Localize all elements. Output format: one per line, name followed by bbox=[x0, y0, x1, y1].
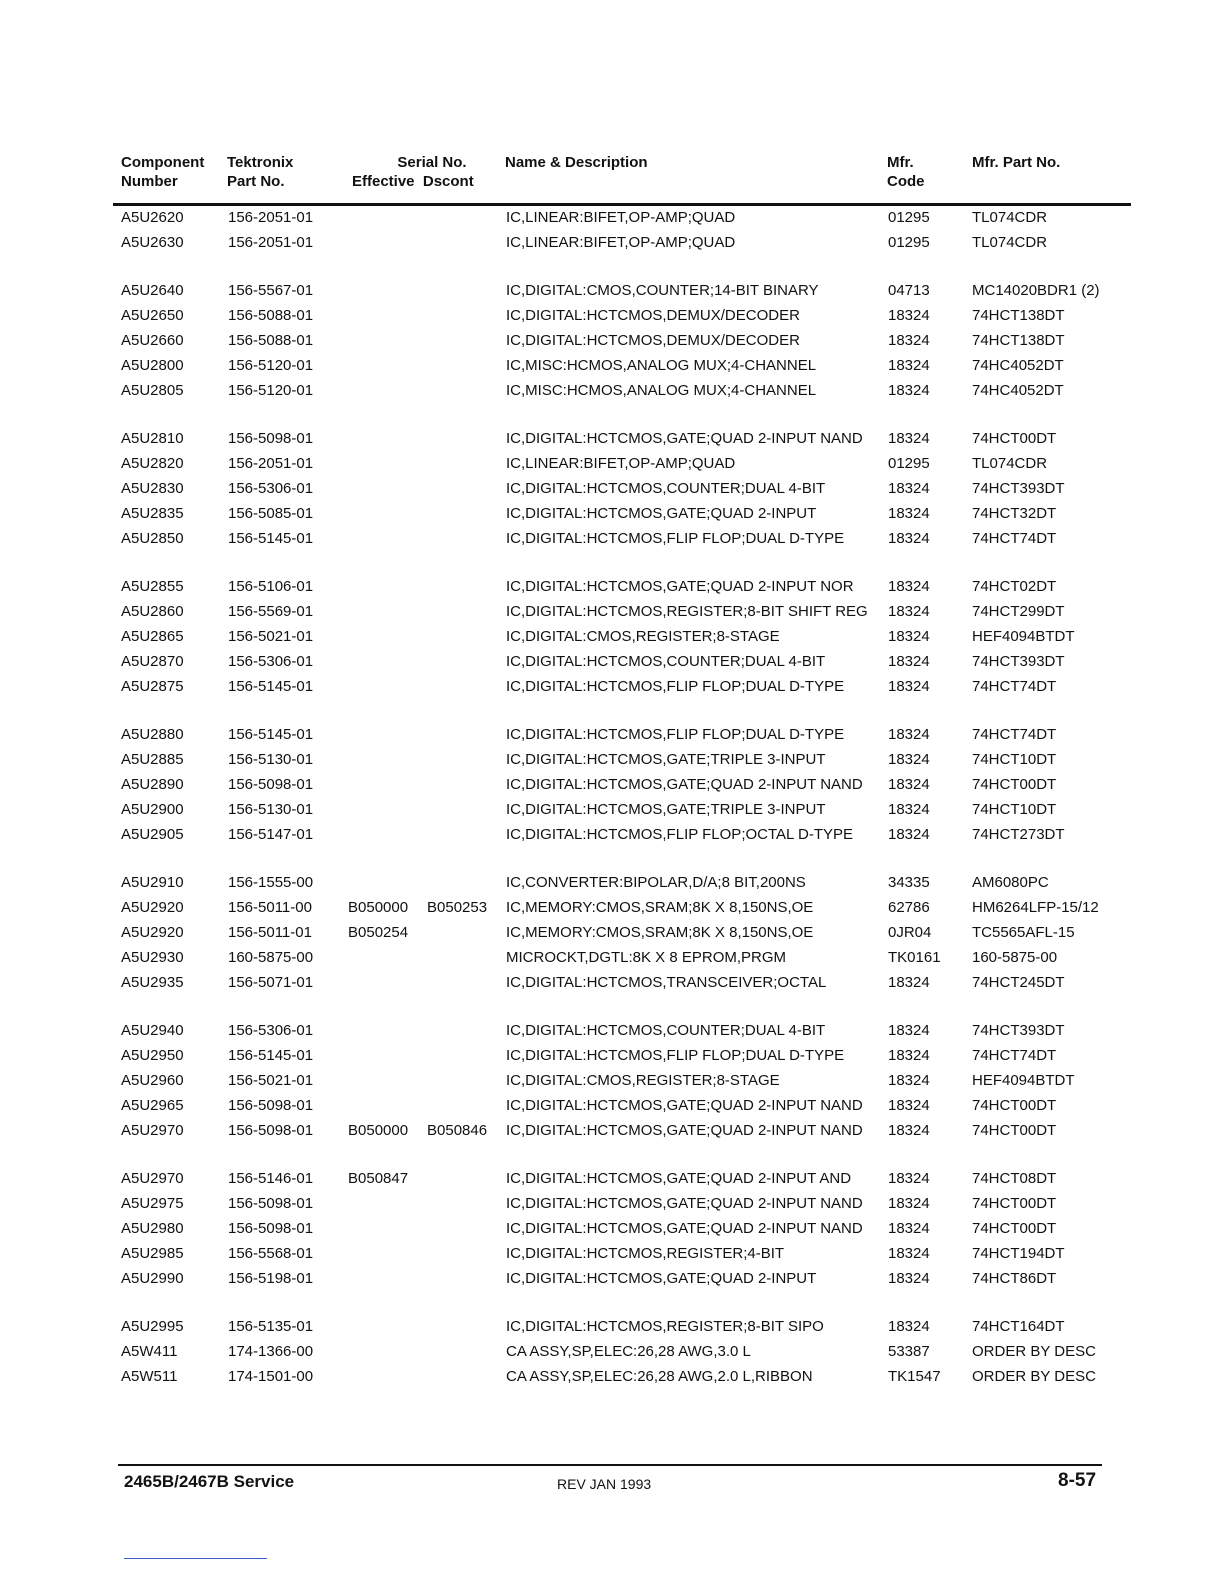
mfr-code-cell: 18324 bbox=[888, 1072, 930, 1089]
mfr-part-cell: 74HCT74DT bbox=[972, 678, 1057, 695]
mfr-part-cell: 74HCT194DT bbox=[972, 1245, 1065, 1262]
tektronix-part-cell: 156-5135-01 bbox=[228, 1318, 314, 1335]
name-description-cell: IC,DIGITAL:HCTCMOS,FLIP FLOP;DUAL D-TYPE bbox=[506, 530, 845, 547]
tektronix-part-cell: 156-5130-01 bbox=[228, 801, 314, 818]
mfr-part-cell: 74HCT86DT bbox=[972, 1270, 1057, 1287]
tektronix-part-cell: 156-5098-01 bbox=[228, 430, 314, 447]
name-description-cell: IC,DIGITAL:HCTCMOS,GATE;TRIPLE 3-INPUT bbox=[506, 751, 826, 768]
component-number-cell: A5U2975 bbox=[121, 1195, 184, 1212]
tektronix-part-cell: 156-5145-01 bbox=[228, 678, 314, 695]
mfr-code-cell: 18324 bbox=[888, 332, 930, 349]
serial-dscont-cell: B050846 bbox=[427, 1122, 488, 1139]
mfr-code-cell: 18324 bbox=[888, 430, 930, 447]
mfr-code-cell: 01295 bbox=[888, 234, 930, 251]
name-description-cell: IC,LINEAR:BIFET,OP-AMP;QUAD bbox=[506, 209, 736, 226]
mfr-code-cell: 18324 bbox=[888, 1022, 930, 1039]
mfr-part-cell: 74HCT74DT bbox=[972, 530, 1057, 547]
mfr-part-cell: 74HCT74DT bbox=[972, 1047, 1057, 1064]
table-row bbox=[121, 920, 1131, 945]
mfr-part-cell: TC5565AFL-15 bbox=[972, 924, 1075, 941]
table-row bbox=[121, 1068, 1131, 1093]
table-row bbox=[121, 945, 1131, 970]
table-row bbox=[121, 895, 1131, 920]
name-description-cell: IC,DIGITAL:HCTCMOS,REGISTER;8-BIT SHIFT REG bbox=[506, 603, 868, 620]
component-number-cell: A5U2855 bbox=[121, 578, 184, 595]
name-description-cell: IC,DIGITAL:HCTCMOS,FLIP FLOP;DUAL D-TYPE bbox=[506, 678, 845, 695]
name-description-cell: IC,CONVERTER:BIPOLAR,D/A;8 BIT,200NS bbox=[506, 874, 806, 891]
mfr-code-cell: TK0161 bbox=[888, 949, 941, 966]
tektronix-part-cell: 156-5145-01 bbox=[228, 726, 314, 743]
component-number-cell: A5U2660 bbox=[121, 332, 184, 349]
component-number-cell: A5U2970 bbox=[121, 1122, 184, 1139]
component-number-cell: A5U2835 bbox=[121, 505, 184, 522]
tektronix-part-cell: 156-5567-01 bbox=[228, 282, 314, 299]
component-number-cell: A5W511 bbox=[121, 1368, 178, 1385]
mfr-part-cell: 74HCT00DT bbox=[972, 430, 1057, 447]
component-number-cell: A5U2865 bbox=[121, 628, 184, 645]
header-tektronix-part-no: Tektronix Part No. bbox=[227, 154, 294, 190]
mfr-part-cell: 74HCT00DT bbox=[972, 1195, 1057, 1212]
name-description-cell: IC,DIGITAL:HCTCMOS,DEMUX/DECODER bbox=[506, 332, 800, 349]
component-number-cell: A5U2900 bbox=[121, 801, 184, 818]
name-description-cell: IC,DIGITAL:HCTCMOS,GATE;QUAD 2-INPUT NAND bbox=[506, 1195, 863, 1212]
name-description-cell: MICROCKT,DGTL:8K X 8 EPROM,PRGM bbox=[506, 949, 787, 966]
name-description-cell: IC,DIGITAL:HCTCMOS,COUNTER;DUAL 4-BIT bbox=[506, 653, 826, 670]
mfr-part-cell: 74HCT32DT bbox=[972, 505, 1057, 522]
mfr-part-cell: 160-5875-00 bbox=[972, 949, 1058, 966]
component-number-cell: A5U2880 bbox=[121, 726, 184, 743]
mfr-code-cell: 04713 bbox=[888, 282, 930, 299]
table-row bbox=[121, 822, 1131, 847]
component-number-cell: A5U2805 bbox=[121, 382, 184, 399]
mfr-part-cell: TL074CDR bbox=[972, 209, 1048, 226]
header-component-number: Component Number bbox=[121, 154, 205, 190]
component-number-cell: A5U2860 bbox=[121, 603, 184, 620]
mfr-code-cell: 18324 bbox=[888, 1220, 930, 1237]
header-serial-no: Serial No. Effective Dscont bbox=[352, 154, 474, 190]
mfr-part-cell: 74HC4052DT bbox=[972, 382, 1064, 399]
mfr-part-cell: 74HCT00DT bbox=[972, 776, 1057, 793]
table-row bbox=[121, 1166, 1131, 1191]
mfr-code-cell: 18324 bbox=[888, 801, 930, 818]
tektronix-part-cell: 156-2051-01 bbox=[228, 455, 314, 472]
mfr-code-cell: 18324 bbox=[888, 726, 930, 743]
tektronix-part-cell: 156-5120-01 bbox=[228, 382, 314, 399]
mfr-part-cell: 74HCT393DT bbox=[972, 1022, 1065, 1039]
mfr-code-cell: 18324 bbox=[888, 628, 930, 645]
table-row bbox=[121, 970, 1131, 995]
table-row bbox=[121, 870, 1131, 895]
table-row bbox=[121, 1018, 1131, 1043]
component-number-cell: A5U2910 bbox=[121, 874, 184, 891]
tektronix-part-cell: 156-5011-00 bbox=[228, 899, 312, 916]
component-number-cell: A5U2995 bbox=[121, 1318, 184, 1335]
name-description-cell: IC,DIGITAL:CMOS,REGISTER;8-STAGE bbox=[506, 628, 780, 645]
mfr-part-cell: 74HC4052DT bbox=[972, 357, 1064, 374]
mfr-part-cell: TL074CDR bbox=[972, 234, 1048, 251]
mfr-part-cell: ORDER BY DESC bbox=[972, 1368, 1096, 1385]
component-number-cell: A5U2905 bbox=[121, 826, 184, 843]
footer-page-number: 8-57 bbox=[1058, 1470, 1097, 1491]
mfr-code-cell: 18324 bbox=[888, 530, 930, 547]
component-number-cell: A5U2885 bbox=[121, 751, 184, 768]
header-mfr-code: Mfr. Code bbox=[887, 154, 925, 190]
table-row bbox=[121, 378, 1131, 403]
table-row bbox=[121, 1266, 1131, 1291]
tektronix-part-cell: 156-5011-01 bbox=[228, 924, 312, 941]
mfr-part-cell: AM6080PC bbox=[972, 874, 1049, 891]
mfr-part-cell: HEF4094BTDT bbox=[972, 628, 1075, 645]
table-header bbox=[121, 153, 1131, 203]
mfr-code-cell: 18324 bbox=[888, 653, 930, 670]
table-row bbox=[121, 1216, 1131, 1241]
mfr-part-cell: 74HCT138DT bbox=[972, 307, 1065, 324]
component-number-cell: A5U2920 bbox=[121, 924, 184, 941]
tektronix-part-cell: 156-5098-01 bbox=[228, 1122, 314, 1139]
name-description-cell: IC,DIGITAL:HCTCMOS,DEMUX/DECODER bbox=[506, 307, 800, 324]
bottom-link-underline bbox=[124, 1558, 267, 1559]
component-number-cell: A5U2875 bbox=[121, 678, 184, 695]
tektronix-part-cell: 156-5098-01 bbox=[228, 1097, 314, 1114]
component-number-cell: A5U2800 bbox=[121, 357, 184, 374]
name-description-cell: IC,DIGITAL:HCTCMOS,GATE;TRIPLE 3-INPUT bbox=[506, 801, 826, 818]
name-description-cell: IC,DIGITAL:HCTCMOS,REGISTER;8-BIT SIPO bbox=[506, 1318, 824, 1335]
table-row bbox=[121, 1093, 1131, 1118]
table-row bbox=[121, 747, 1131, 772]
mfr-part-cell: MC14020BDR1 (2) bbox=[972, 282, 1100, 299]
mfr-part-cell: 74HCT245DT bbox=[972, 974, 1065, 991]
tektronix-part-cell: 156-5106-01 bbox=[228, 578, 314, 595]
mfr-code-cell: 18324 bbox=[888, 603, 930, 620]
name-description-cell: IC,LINEAR:BIFET,OP-AMP;QUAD bbox=[506, 234, 736, 251]
table-row bbox=[121, 476, 1131, 501]
mfr-part-cell: TL074CDR bbox=[972, 455, 1048, 472]
tektronix-part-cell: 156-5198-01 bbox=[228, 1270, 314, 1287]
component-number-cell: A5U2850 bbox=[121, 530, 184, 547]
table-row bbox=[121, 1191, 1131, 1216]
name-description-cell: IC,DIGITAL:HCTCMOS,REGISTER;4-BIT bbox=[506, 1245, 785, 1262]
mfr-code-cell: 18324 bbox=[888, 776, 930, 793]
mfr-code-cell: 18324 bbox=[888, 480, 930, 497]
serial-effective-cell: B050000 bbox=[348, 899, 409, 916]
table-row bbox=[121, 278, 1131, 303]
mfr-code-cell: 18324 bbox=[888, 1122, 930, 1139]
mfr-part-cell: 74HCT393DT bbox=[972, 653, 1065, 670]
component-number-cell: A5U2980 bbox=[121, 1220, 184, 1237]
name-description-cell: IC,MISC:HCMOS,ANALOG MUX;4-CHANNEL bbox=[506, 382, 817, 399]
mfr-code-cell: 18324 bbox=[888, 678, 930, 695]
serial-effective-cell: B050847 bbox=[348, 1170, 409, 1187]
component-number-cell: A5U2985 bbox=[121, 1245, 184, 1262]
table-row bbox=[121, 426, 1131, 451]
footer-revision: REV JAN 1993 bbox=[557, 1476, 652, 1492]
name-description-cell: IC,DIGITAL:HCTCMOS,GATE;QUAD 2-INPUT bbox=[506, 1270, 817, 1287]
name-description-cell: IC,MEMORY:CMOS,SRAM;8K X 8,150NS,OE bbox=[506, 899, 814, 916]
table-row bbox=[121, 674, 1131, 699]
mfr-part-cell: 74HCT273DT bbox=[972, 826, 1065, 843]
serial-effective-cell: B050000 bbox=[348, 1122, 409, 1139]
mfr-code-cell: 18324 bbox=[888, 826, 930, 843]
component-number-cell: A5U2990 bbox=[121, 1270, 184, 1287]
name-description-cell: IC,DIGITAL:HCTCMOS,FLIP FLOP;DUAL D-TYPE bbox=[506, 1047, 845, 1064]
table-row bbox=[121, 303, 1131, 328]
name-description-cell: IC,LINEAR:BIFET,OP-AMP;QUAD bbox=[506, 455, 736, 472]
component-number-cell: A5U2940 bbox=[121, 1022, 184, 1039]
header-mfr-part-no: Mfr. Part No. bbox=[972, 154, 1061, 171]
tektronix-part-cell: 156-5569-01 bbox=[228, 603, 314, 620]
mfr-part-cell: 74HCT08DT bbox=[972, 1170, 1057, 1187]
mfr-code-cell: 18324 bbox=[888, 751, 930, 768]
component-number-cell: A5U2810 bbox=[121, 430, 184, 447]
mfr-code-cell: 0JR04 bbox=[888, 924, 932, 941]
name-description-cell: IC,DIGITAL:CMOS,REGISTER;8-STAGE bbox=[506, 1072, 780, 1089]
header-name-description: Name & Description bbox=[505, 154, 648, 171]
footer-manual-title: 2465B/2467B Service bbox=[124, 1472, 295, 1491]
tektronix-part-cell: 156-5306-01 bbox=[228, 1022, 314, 1039]
table-row bbox=[121, 649, 1131, 674]
tektronix-part-cell: 156-5146-01 bbox=[228, 1170, 314, 1187]
mfr-code-cell: 18324 bbox=[888, 357, 930, 374]
table-row bbox=[121, 1314, 1131, 1339]
component-number-cell: A5U2950 bbox=[121, 1047, 184, 1064]
tektronix-part-cell: 156-5071-01 bbox=[228, 974, 314, 991]
tektronix-part-cell: 156-5306-01 bbox=[228, 653, 314, 670]
mfr-part-cell: HEF4094BTDT bbox=[972, 1072, 1075, 1089]
tektronix-part-cell: 156-1555-00 bbox=[228, 874, 314, 891]
mfr-code-cell: 18324 bbox=[888, 1195, 930, 1212]
table-row bbox=[121, 1118, 1131, 1143]
mfr-part-cell: HM6264LFP-15/12 bbox=[972, 899, 1099, 916]
tektronix-part-cell: 156-5147-01 bbox=[228, 826, 314, 843]
mfr-part-cell: 74HCT299DT bbox=[972, 603, 1065, 620]
table-row bbox=[121, 526, 1131, 551]
component-number-cell: A5U2620 bbox=[121, 209, 184, 226]
mfr-code-cell: 18324 bbox=[888, 382, 930, 399]
mfr-part-cell: ORDER BY DESC bbox=[972, 1343, 1096, 1360]
component-number-cell: A5U2630 bbox=[121, 234, 184, 251]
table-row bbox=[121, 1043, 1131, 1068]
serial-effective-cell: B050254 bbox=[348, 924, 409, 941]
name-description-cell: IC,DIGITAL:HCTCMOS,GATE;QUAD 2-INPUT NAND bbox=[506, 430, 863, 447]
component-number-cell: A5U2650 bbox=[121, 307, 184, 324]
mfr-code-cell: 18324 bbox=[888, 974, 930, 991]
component-number-cell: A5U2920 bbox=[121, 899, 184, 916]
tektronix-part-cell: 156-5088-01 bbox=[228, 307, 314, 324]
mfr-part-cell: 74HCT00DT bbox=[972, 1220, 1057, 1237]
parts-table-body bbox=[121, 205, 1131, 1389]
mfr-code-cell: 18324 bbox=[888, 1047, 930, 1064]
table-row bbox=[121, 722, 1131, 747]
component-number-cell: A5U2890 bbox=[121, 776, 184, 793]
table-row bbox=[121, 501, 1131, 526]
name-description-cell: IC,DIGITAL:HCTCMOS,GATE;QUAD 2-INPUT NAND bbox=[506, 1220, 863, 1237]
table-row bbox=[121, 1339, 1131, 1364]
mfr-part-cell: 74HCT138DT bbox=[972, 332, 1065, 349]
tektronix-part-cell: 156-2051-01 bbox=[228, 234, 314, 251]
tektronix-part-cell: 156-5021-01 bbox=[228, 1072, 314, 1089]
name-description-cell: CA ASSY,SP,ELEC:26,28 AWG,3.0 L bbox=[506, 1343, 751, 1360]
tektronix-part-cell: 156-5120-01 bbox=[228, 357, 314, 374]
tektronix-part-cell: 156-5088-01 bbox=[228, 332, 314, 349]
component-number-cell: A5U2960 bbox=[121, 1072, 184, 1089]
mfr-code-cell: 18324 bbox=[888, 307, 930, 324]
component-number-cell: A5U2965 bbox=[121, 1097, 184, 1114]
tektronix-part-cell: 156-5098-01 bbox=[228, 776, 314, 793]
tektronix-part-cell: 156-5085-01 bbox=[228, 505, 314, 522]
mfr-code-cell: 53387 bbox=[888, 1343, 930, 1360]
table-row bbox=[121, 574, 1131, 599]
component-number-cell: A5U2820 bbox=[121, 455, 184, 472]
name-description-cell: CA ASSY,SP,ELEC:26,28 AWG,2.0 L,RIBBON bbox=[506, 1368, 813, 1385]
table-row bbox=[121, 451, 1131, 476]
table-row bbox=[121, 353, 1131, 378]
name-description-cell: IC,MEMORY:CMOS,SRAM;8K X 8,150NS,OE bbox=[506, 924, 814, 941]
tektronix-part-cell: 156-5145-01 bbox=[228, 1047, 314, 1064]
name-description-cell: IC,DIGITAL:HCTCMOS,GATE;QUAD 2-INPUT NAND bbox=[506, 1122, 863, 1139]
tektronix-part-cell: 156-2051-01 bbox=[228, 209, 314, 226]
name-description-cell: IC,DIGITAL:HCTCMOS,COUNTER;DUAL 4-BIT bbox=[506, 1022, 826, 1039]
mfr-part-cell: 74HCT02DT bbox=[972, 578, 1057, 595]
mfr-code-cell: 18324 bbox=[888, 1318, 930, 1335]
mfr-code-cell: 01295 bbox=[888, 209, 930, 226]
mfr-code-cell: 18324 bbox=[888, 1245, 930, 1262]
tektronix-part-cell: 174-1501-00 bbox=[228, 1368, 314, 1385]
mfr-part-cell: 74HCT164DT bbox=[972, 1318, 1065, 1335]
name-description-cell: IC,DIGITAL:HCTCMOS,GATE;QUAD 2-INPUT NAND bbox=[506, 1097, 863, 1114]
component-number-cell: A5U2640 bbox=[121, 282, 184, 299]
table-row bbox=[121, 599, 1131, 624]
name-description-cell: IC,DIGITAL:HCTCMOS,FLIP FLOP;OCTAL D-TYPE bbox=[506, 826, 853, 843]
tektronix-part-cell: 156-5098-01 bbox=[228, 1195, 314, 1212]
table-row bbox=[121, 1364, 1131, 1389]
table-row bbox=[121, 230, 1131, 255]
mfr-part-cell: 74HCT393DT bbox=[972, 480, 1065, 497]
tektronix-part-cell: 156-5130-01 bbox=[228, 751, 314, 768]
tektronix-part-cell: 160-5875-00 bbox=[228, 949, 314, 966]
mfr-code-cell: 18324 bbox=[888, 578, 930, 595]
name-description-cell: IC,DIGITAL:CMOS,COUNTER;14-BIT BINARY bbox=[506, 282, 819, 299]
mfr-part-cell: 74HCT74DT bbox=[972, 726, 1057, 743]
name-description-cell: IC,DIGITAL:HCTCMOS,GATE;QUAD 2-INPUT NAND bbox=[506, 776, 863, 793]
table-row bbox=[121, 205, 1131, 230]
name-description-cell: IC,DIGITAL:HCTCMOS,TRANSCEIVER;OCTAL bbox=[506, 974, 827, 991]
component-number-cell: A5W411 bbox=[121, 1343, 178, 1360]
tektronix-part-cell: 156-5306-01 bbox=[228, 480, 314, 497]
mfr-part-cell: 74HCT00DT bbox=[972, 1097, 1057, 1114]
mfr-code-cell: TK1547 bbox=[888, 1368, 941, 1385]
mfr-code-cell: 18324 bbox=[888, 1170, 930, 1187]
component-number-cell: A5U2870 bbox=[121, 653, 184, 670]
name-description-cell: IC,DIGITAL:HCTCMOS,GATE;QUAD 2-INPUT NOR bbox=[506, 578, 854, 595]
mfr-part-cell: 74HCT10DT bbox=[972, 801, 1057, 818]
table-row bbox=[121, 1241, 1131, 1266]
name-description-cell: IC,DIGITAL:HCTCMOS,FLIP FLOP;DUAL D-TYPE bbox=[506, 726, 845, 743]
footer-rule bbox=[118, 1464, 1102, 1466]
component-number-cell: A5U2935 bbox=[121, 974, 184, 991]
name-description-cell: IC,MISC:HCMOS,ANALOG MUX;4-CHANNEL bbox=[506, 357, 817, 374]
table-row bbox=[121, 797, 1131, 822]
tektronix-part-cell: 156-5145-01 bbox=[228, 530, 314, 547]
mfr-code-cell: 18324 bbox=[888, 1270, 930, 1287]
tektronix-part-cell: 156-5098-01 bbox=[228, 1220, 314, 1237]
table-row bbox=[121, 328, 1131, 353]
component-number-cell: A5U2930 bbox=[121, 949, 184, 966]
mfr-code-cell: 34335 bbox=[888, 874, 930, 891]
mfr-code-cell: 01295 bbox=[888, 455, 930, 472]
mfr-code-cell: 62786 bbox=[888, 899, 930, 916]
mfr-code-cell: 18324 bbox=[888, 505, 930, 522]
table-row bbox=[121, 772, 1131, 797]
component-number-cell: A5U2970 bbox=[121, 1170, 184, 1187]
tektronix-part-cell: 156-5568-01 bbox=[228, 1245, 314, 1262]
serial-dscont-cell: B050253 bbox=[427, 899, 488, 916]
name-description-cell: IC,DIGITAL:HCTCMOS,GATE;QUAD 2-INPUT bbox=[506, 505, 817, 522]
table-row bbox=[121, 624, 1131, 649]
tektronix-part-cell: 156-5021-01 bbox=[228, 628, 314, 645]
component-number-cell: A5U2830 bbox=[121, 480, 184, 497]
name-description-cell: IC,DIGITAL:HCTCMOS,COUNTER;DUAL 4-BIT bbox=[506, 480, 826, 497]
tektronix-part-cell: 174-1366-00 bbox=[228, 1343, 314, 1360]
mfr-part-cell: 74HCT10DT bbox=[972, 751, 1057, 768]
name-description-cell: IC,DIGITAL:HCTCMOS,GATE;QUAD 2-INPUT AND bbox=[506, 1170, 852, 1187]
mfr-part-cell: 74HCT00DT bbox=[972, 1122, 1057, 1139]
mfr-code-cell: 18324 bbox=[888, 1097, 930, 1114]
